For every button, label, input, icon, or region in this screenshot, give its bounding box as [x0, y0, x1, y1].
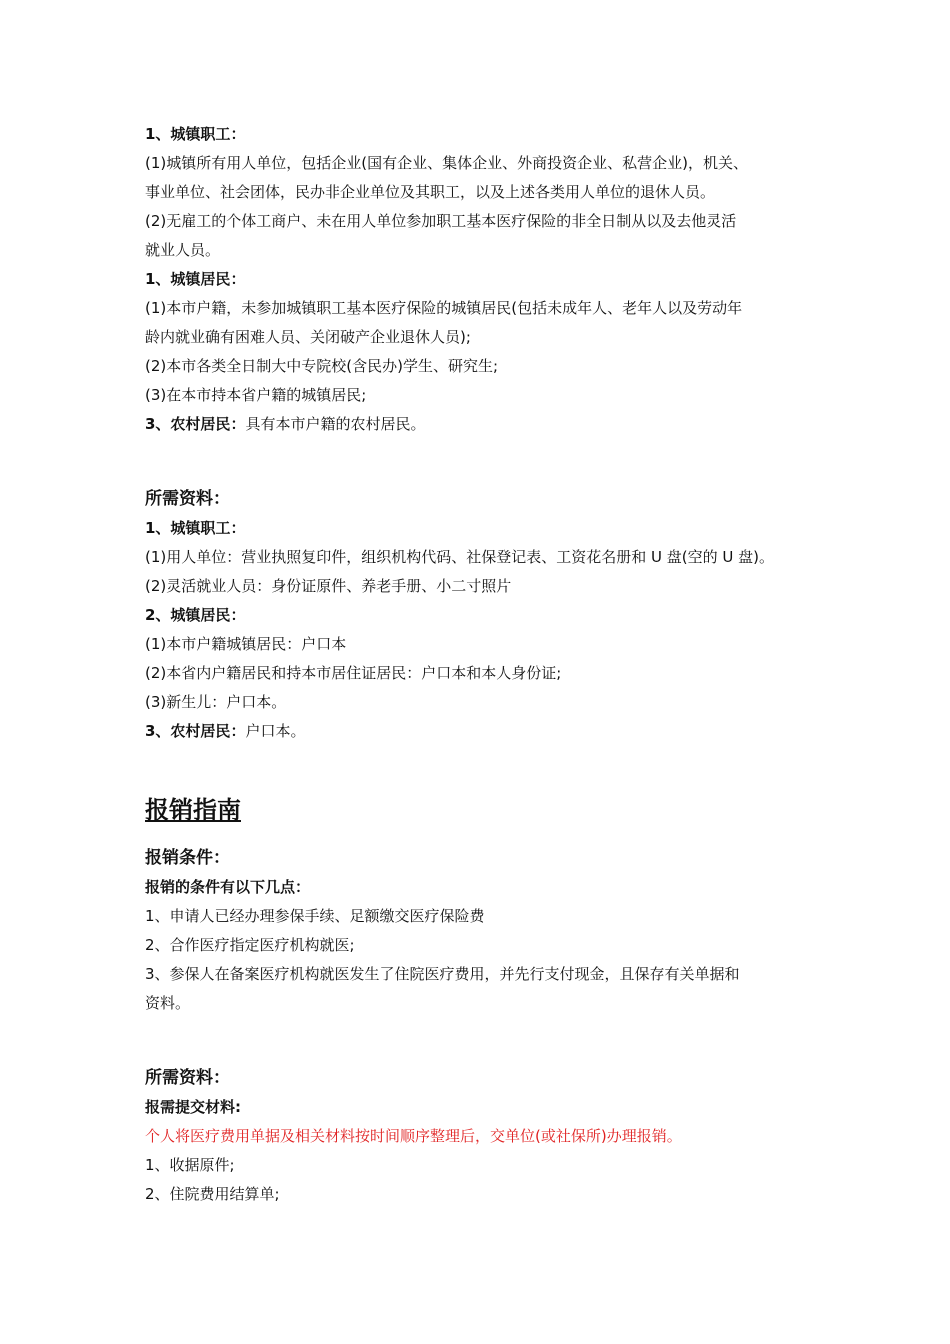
highlighted-instruction: 个人将医疗费用单据及相关材料按时间顺序整理后，交单位(或社保所)办理报销。 [145, 1127, 682, 1145]
paragraph-line: 龄内就业确有困难人员、关闭破产企业退休人员); [145, 328, 471, 346]
paragraph-line: 1、申请人已经办理参保手续、足额缴交医疗保险费 [145, 907, 485, 925]
urban-resident-heading: 2、城镇居民： [145, 606, 246, 624]
paragraph-line: (1)本市户籍，未参加城镇职工基本医疗保险的城镇居民(包括未成年人、老年人以及劳动年 [145, 299, 743, 317]
rural-resident-text: 户口本。 [245, 722, 306, 740]
rural-resident-line [145, 410, 825, 439]
rural-resident-label: 3、农村居民： [145, 415, 246, 433]
urban-employee-heading: 1、城镇职工： [145, 125, 246, 143]
conditions-intro: 报销的条件有以下几点： [145, 878, 311, 896]
paragraph-line: 2、住院费用结算单; [145, 1185, 280, 1203]
paragraph-line: (1)城镇所有用人单位，包括企业(国有企业、集体企业、外商投资企业、私营企业)，机关、 [145, 154, 748, 172]
paragraph-line: 资料。 [145, 994, 191, 1012]
paragraph-line: (3)在本市持本省户籍的城镇居民; [145, 386, 367, 404]
reimbursement-conditions-heading: 报销条件： [145, 848, 230, 868]
paragraph-line: (2)无雇工的个体工商户、未在用人单位参加职工基本医疗保险的非全日制从以及去他灵活 [145, 212, 737, 230]
paragraph-line: 2、合作医疗指定医疗机构就医; [145, 936, 355, 954]
paragraph-line: 3、参保人在备案医疗机构就医发生了住院医疗费用，并先行支付现金，且保存有关单据和 [145, 965, 740, 983]
paragraph-line: (1)用人单位：营业执照复印件，组织机构代码、社保登记表、工资花名册和 U 盘(空的 U 盘)。 [145, 548, 774, 566]
paragraph-line: (3)新生儿：户口本。 [145, 693, 287, 711]
rural-resident-label: 3、农村居民： [145, 722, 246, 740]
urban-resident-heading: 1、城镇居民： [145, 270, 246, 288]
reimbursement-guide-title: 报销指南 [145, 796, 241, 824]
rural-resident-text: 具有本市户籍的农村居民。 [245, 415, 426, 433]
rural-resident-line [145, 717, 825, 746]
paragraph-line: (2)灵活就业人员：身份证原件、养老手册、小二寸照片 [145, 577, 512, 595]
paragraph-line: 事业单位、社会团体，民办非企业单位及其职工，以及上述各类用人单位的退休人员。 [145, 183, 716, 201]
paragraph-line: 1、收据原件; [145, 1156, 235, 1174]
paragraph-line: 就业人员。 [145, 241, 221, 259]
submission-materials-label: 报需提交材料: [145, 1098, 241, 1116]
document-page [145, 120, 825, 1209]
paragraph-line: (2)本省内户籍居民和持本市居住证居民：户口本和本人身份证; [145, 664, 562, 682]
paragraph-line: (2)本市各类全日制大中专院校(含民办)学生、研究生; [145, 357, 499, 375]
required-materials-heading: 所需资料： [145, 1068, 230, 1088]
paragraph-line: (1)本市户籍城镇居民：户口本 [145, 635, 347, 653]
required-materials-heading: 所需资料： [145, 489, 230, 509]
urban-employee-heading: 1、城镇职工： [145, 519, 246, 537]
